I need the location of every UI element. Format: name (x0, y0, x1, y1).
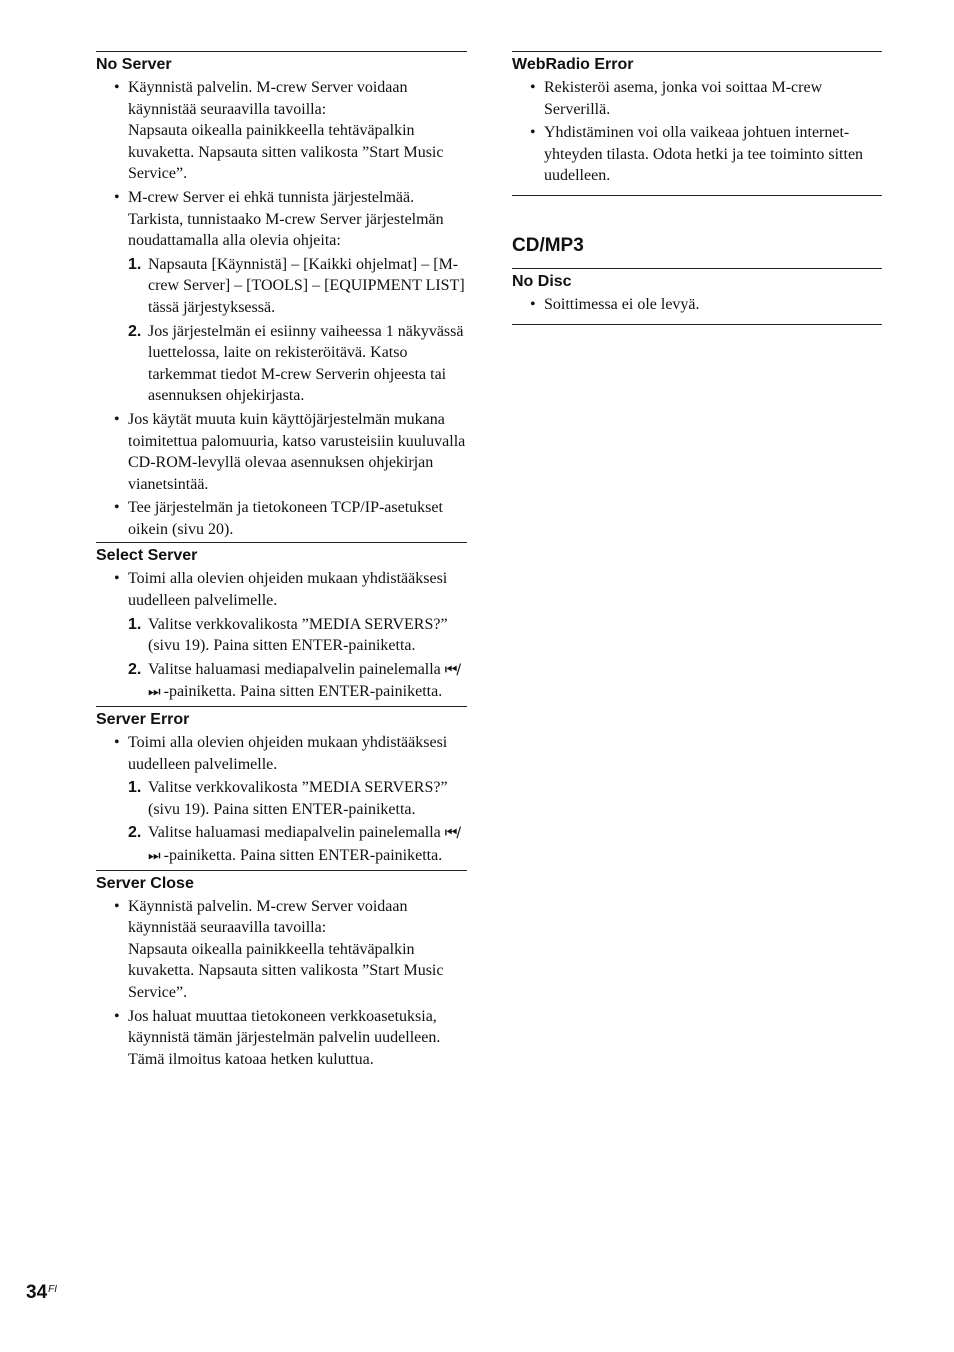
step-item (128, 822, 467, 867)
no-server-b1-line2: Napsauta oikealla painikkeella tehtäväpalkin kuvaketta. Napsauta sitten valikosta ”Start Music Service”. (128, 122, 444, 183)
page-number (26, 1282, 57, 1304)
list-item (96, 77, 467, 185)
webradio-error-heading: WebRadio Error (512, 56, 634, 73)
webradio-error-b2-text: Yhdistäminen voi olla vaikeaa johtuen internet-yhteyden tilasta. Odota hetki ja tee toiminto sitten uudelleen. (544, 124, 864, 185)
list-item (512, 77, 882, 120)
webradio-error-b1-text: Rekisteröi asema, jonka voi soittaa M-crew Serverillä. (544, 79, 823, 118)
server-error-section (96, 706, 467, 868)
list-item (96, 497, 467, 540)
list-item (96, 732, 467, 868)
list-item (512, 294, 882, 316)
no-server-b3-text: Jos käytät muuta kuin käyttöjärjestelmän mukana toimitettua palomuuria, katso varusteisiin kuuluvalla CD-ROM-levyllä olevaa asennuksen ohjekirjan vianetsintää. (128, 410, 466, 493)
step-item (128, 254, 467, 319)
step-text: Jos järjestelmän ei esiinny vaiheessa 1 näkyvässä luettelossa, laite on rekisteröitävä. Katso tarkemmat tiedot M-crew Serverin ohjeesta tai asennuksen ohjekirjasta. (148, 322, 464, 405)
server-close-section (96, 870, 467, 1071)
no-server-section (96, 51, 467, 540)
step-item (128, 777, 467, 820)
step-number: 1. (128, 779, 142, 797)
step-text: Napsauta [Käynnistä] – [Kaikki ohjelmat] – [M-crew Server] – [TOOLS] – [EQUIPMENT LIST] tässä järjestyksessä. (148, 255, 465, 316)
server-close-b2-text: Jos haluat muuttaa tietokoneen verkkoasetuksia, käynnistä tämän järjestelmän palvelin uudelleen. Tämä ilmoitus katoaa hetken kuluttua. (128, 1007, 441, 1068)
list-item (96, 568, 467, 704)
list-item (96, 1006, 467, 1071)
step-number: 1. (128, 255, 142, 273)
no-disc-bullets (512, 294, 882, 316)
step-text-post: -painiketta. Paina sitten ENTER-painiketta. (163, 683, 443, 701)
no-server-b1-line1: • Käynnistä palvelin. M-crew Server voidaan käynnistää seuraavilla tavoilla: (128, 79, 408, 118)
server-error-bullets (96, 732, 467, 868)
server-close-bullets (96, 896, 467, 1071)
list-item (512, 122, 882, 187)
server-error-heading: Server Error (96, 711, 190, 729)
page-number-value: 34 (26, 1282, 48, 1303)
no-server-bullets (96, 77, 467, 540)
select-server-section (96, 542, 467, 704)
webradio-error-section (512, 51, 882, 196)
no-server-steps (128, 254, 467, 407)
step-number: 2. (128, 322, 142, 340)
step-text: Valitse verkkovalikosta ”MEDIA SERVERS?” (sivu 19). Paina sitten ENTER-painiketta. (148, 779, 448, 818)
select-server-heading: Select Server (96, 547, 198, 565)
server-close-b1-line1: • Käynnistä palvelin. M-crew Server voidaan käynnistää seuraavilla tavoilla: (128, 897, 408, 937)
left-column (96, 51, 467, 1072)
select-server-b1-text: • Toimi alla olevien ohjeiden mukaan yhdistääksesi uudelleen palvelimelle. (128, 570, 448, 610)
select-server-bullets (96, 568, 467, 704)
step-text-pre: Valitse haluamasi mediapalvelin painelemalla (148, 824, 441, 842)
server-error-steps (128, 777, 467, 867)
list-item (96, 409, 467, 495)
server-close-heading: Server Close (96, 874, 194, 892)
no-disc-heading: No Disc (512, 272, 572, 290)
skip-prev-next-icon: ⏮/⏭ (148, 825, 461, 864)
webradio-error-bullets (512, 77, 882, 187)
list-item (96, 896, 467, 1004)
step-text-post: -painiketta. Paina sitten ENTER-painiketta. (163, 847, 443, 864)
step-number: 2. (128, 660, 142, 678)
no-disc-section (512, 268, 882, 325)
right-column (512, 51, 882, 325)
skip-prev-next-icon: ⏮/⏭ (148, 661, 461, 701)
no-server-heading: No Server (96, 56, 172, 73)
language-code: FI (48, 1284, 58, 1295)
select-server-steps (128, 614, 467, 704)
step-item (128, 614, 467, 657)
server-close-b1-line2: Napsauta oikealla painikkeella tehtäväpalkin kuvaketta. Napsauta sitten valikosta ”Start Music Service”. (128, 940, 444, 1001)
list-item (96, 187, 467, 407)
step-item (128, 321, 467, 407)
cd-mp3-title: CD/MP3 (512, 234, 584, 256)
server-error-b1-text: • Toimi alla olevien ohjeiden mukaan yhdistääksesi uudelleen palvelimelle. (128, 734, 448, 773)
step-text-pre: Valitse haluamasi mediapalvelin painelemalla (148, 660, 441, 678)
step-number: 1. (128, 615, 142, 633)
no-disc-b1-text: Soittimessa ei ole levyä. (544, 295, 700, 313)
no-server-b2-text: • M-crew Server ei ehkä tunnista järjestelmää. Tarkista, tunnistaako M-crew Server järjestelmän noudattamalla alla olevia ohjeita: (128, 188, 444, 250)
no-server-b4-text: Tee järjestelmän ja tietokoneen TCP/IP-asetukset oikein (sivu 20). (128, 499, 443, 538)
step-item (128, 659, 467, 704)
step-text: Valitse verkkovalikosta ”MEDIA SERVERS?” (sivu 19). Paina sitten ENTER-painiketta. (148, 615, 448, 655)
step-number: 2. (128, 824, 142, 842)
